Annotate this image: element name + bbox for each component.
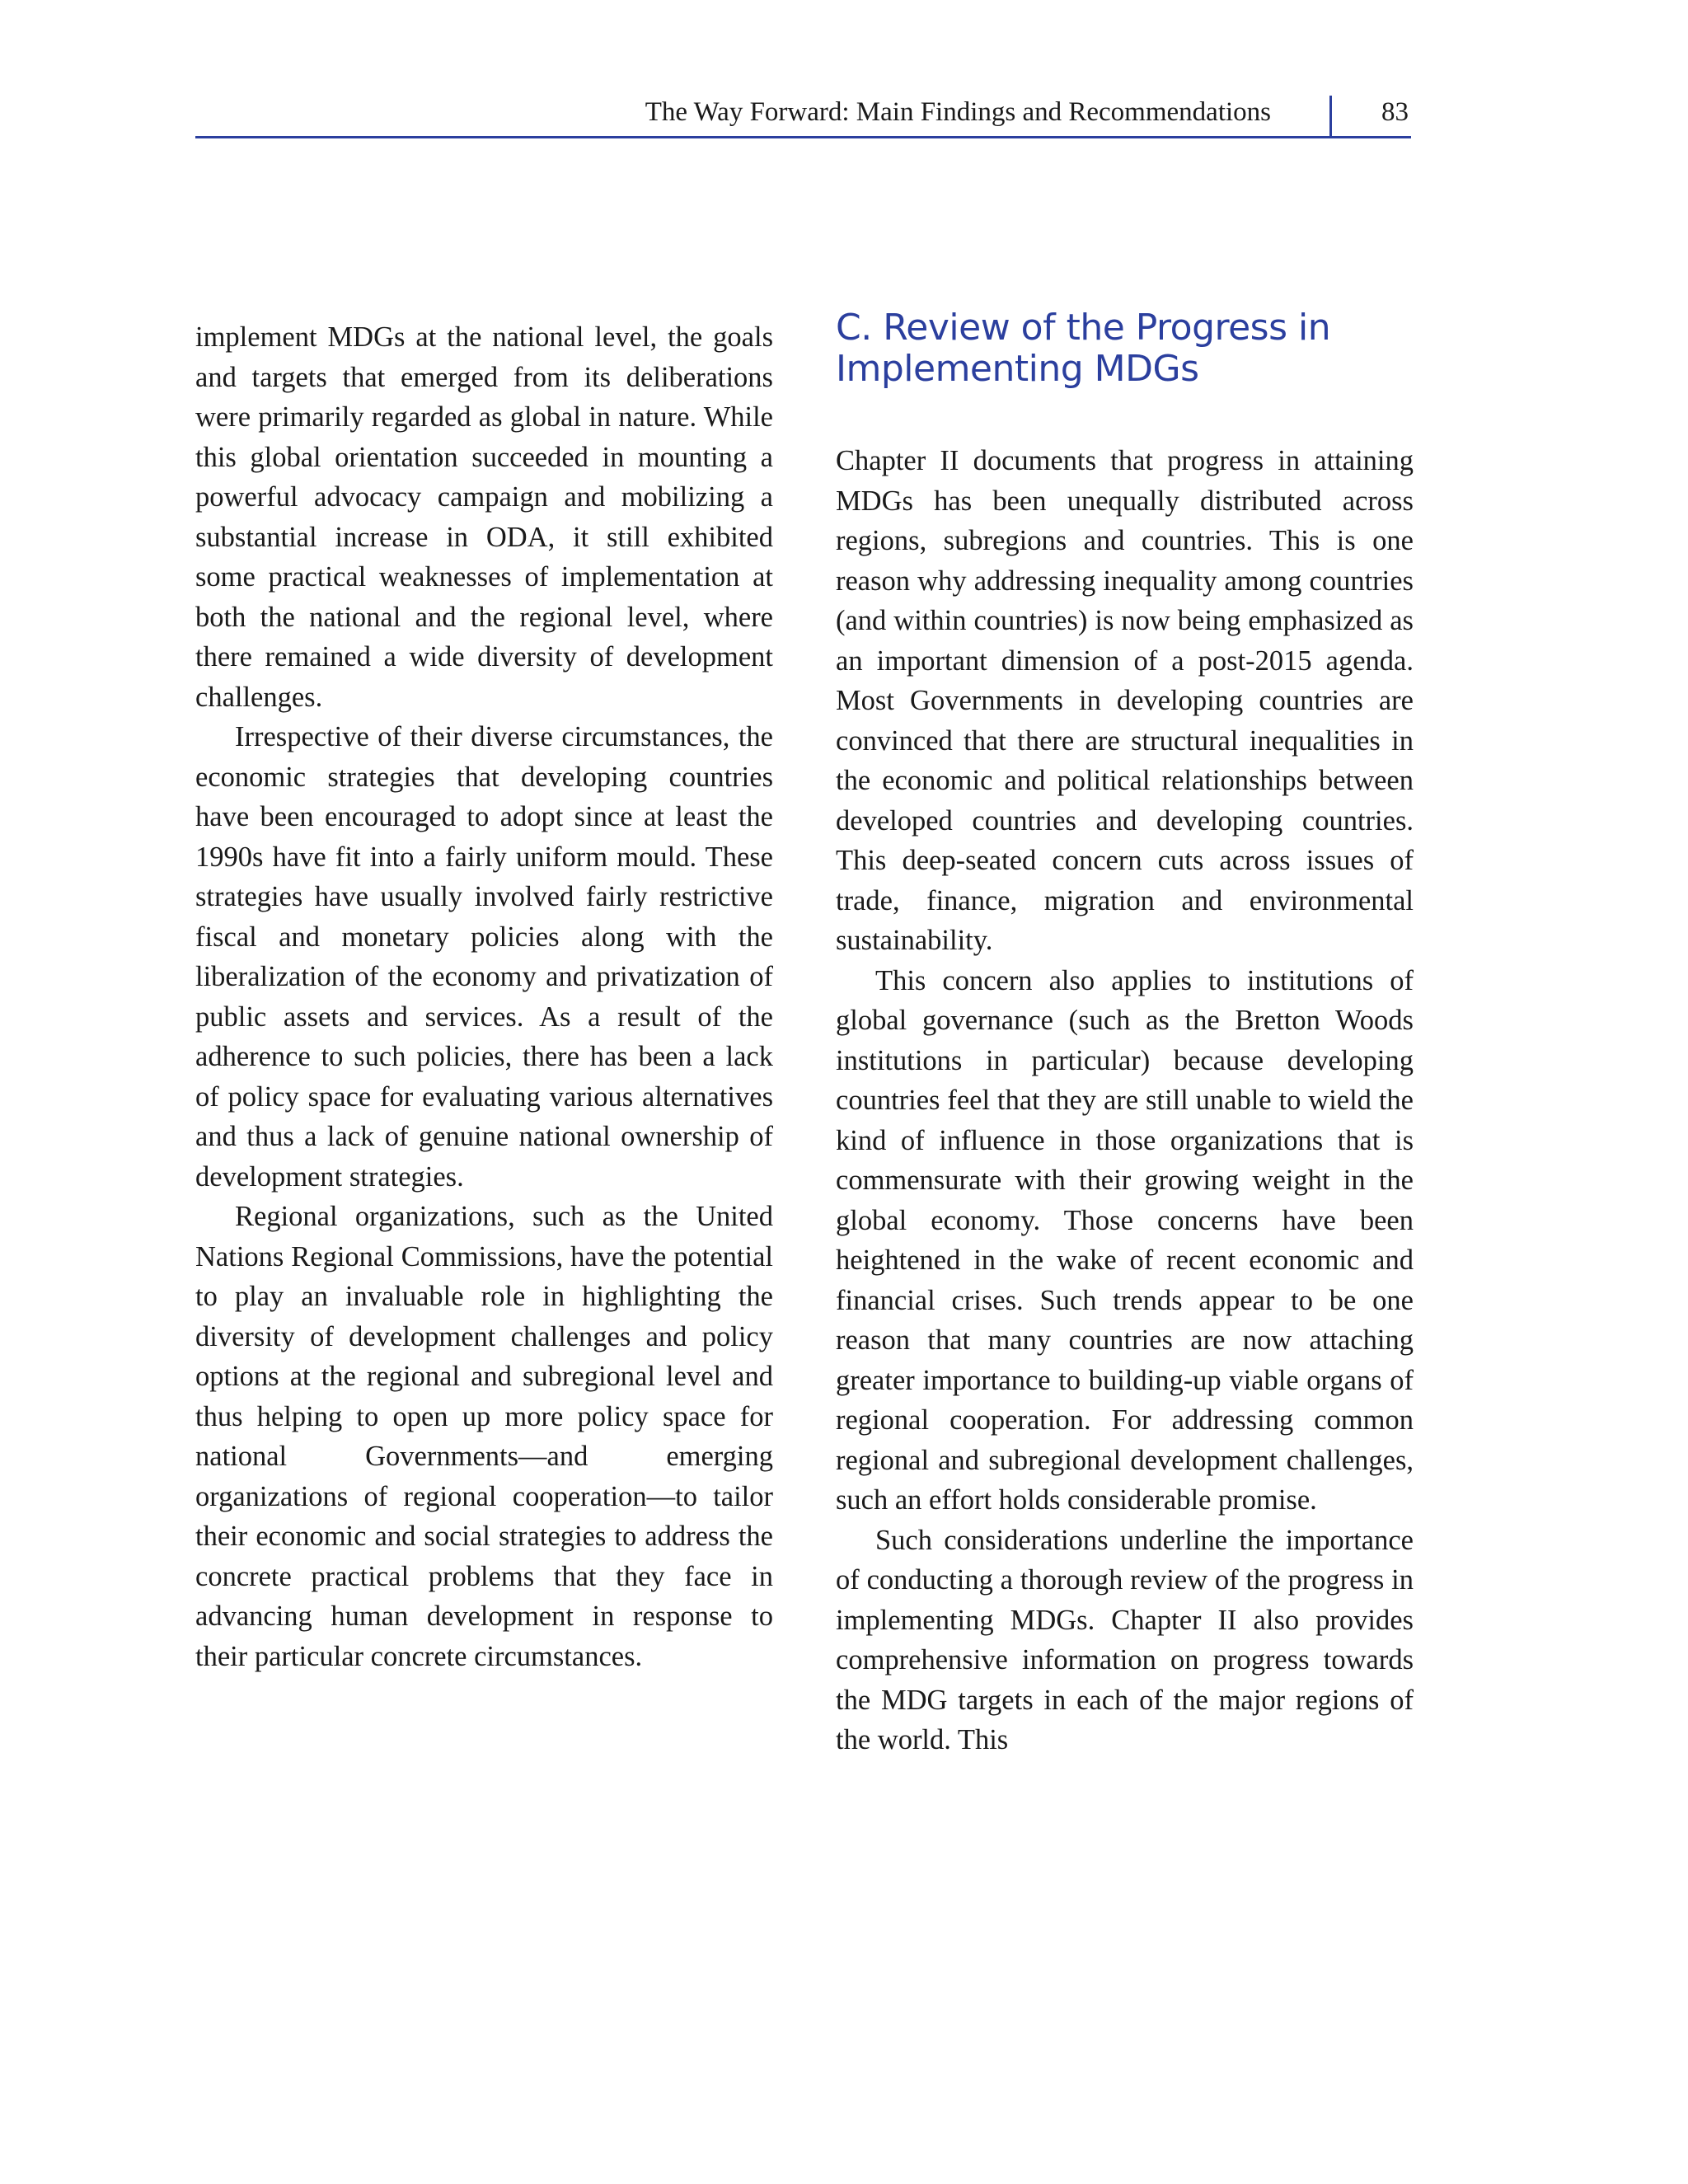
paragraph: Chapter II documents that progress in attaining MDGs has been unequally distributed across regions, subregions and countries. This is one reason why addressing inequality among countries (and within countries) is now being emphasized as an important dimension of a post-2015 agenda. Most Governments in developing countries are convinced that there are structural inequalities in the economic and political relationships between developed countries and developing countries. This deep-seated concern cuts across issues of trade, finance, migration and environmental sustainability. bbox=[836, 445, 1414, 956]
paragraph: Such considerations underline the importance of conducting a thorough review of the progress in implementing MDGs. Chapter II also provides comprehensive information on progress towards the MDG targets in each of the major regions of the world. This bbox=[836, 1524, 1414, 1755]
header-divider bbox=[1329, 96, 1332, 138]
paragraph: Irrespective of their diverse circumstances, the economic strategies that developing countries have been encouraged to adopt since at least the 1990s have fit into a fairly uniform mould. These strategies have usually involved fairly restrictive fiscal and monetary policies along with the liberalization of the economy and privatization of public assets and services. As a result of the adherence to such policies, there has been a lack of policy space for evaluating various alternatives and thus a lack of genuine national ownership of development strategies. bbox=[195, 721, 773, 1193]
running-header bbox=[195, 91, 1411, 140]
header-rule bbox=[195, 136, 1411, 138]
paragraph: This concern also applies to institutions of global governance (such as the Bretton Woods institutions in particular) because developing countries feel that they are still unable to wield the kind of influence in those organizations that is commensurate with their growing weight in the global economy. Those concerns have been heightened in the wake of recent economic and financial crises. Such trends appear to be one reason that many countries are now attaching greater importance to building-up viable organs of regional cooperation. For addressing common regional and subregional development challenges, such an effort holds considerable promise. bbox=[836, 964, 1414, 1516]
page-number: 83 bbox=[1381, 97, 1409, 127]
paragraph: Regional organizations, such as the United Nations Regional Commissions, have the potential to play an invaluable role in highlighting the diversity of development challenges and policy options at the regional and subregional level and thus helping to open up more policy space for national Governments—and emerging organizations of regional cooperation—to tailor their economic and social strategies to address the concrete practical problems that they face in advancing human development in response to their particular concrete circumstances. bbox=[195, 1201, 773, 1672]
left-column bbox=[195, 317, 773, 1676]
running-title: The Way Forward: Main Findings and Recommendations bbox=[645, 97, 1271, 127]
paragraph: implement MDGs at the national level, the goals and targets that emerged from its deliberations were primarily regarded as global in nature. While this global orientation succeeded in mounting a powerful advocacy campaign and mobilizing a substantial increase in ODA, it still exhibited some practical weaknesses of implementation at both the national and the regional level, where there remained a wide diversity of development challenges. bbox=[195, 321, 773, 713]
right-column bbox=[836, 307, 1414, 1760]
section-heading: C. Review of the Progress in Implementing MDGs bbox=[836, 307, 1331, 390]
